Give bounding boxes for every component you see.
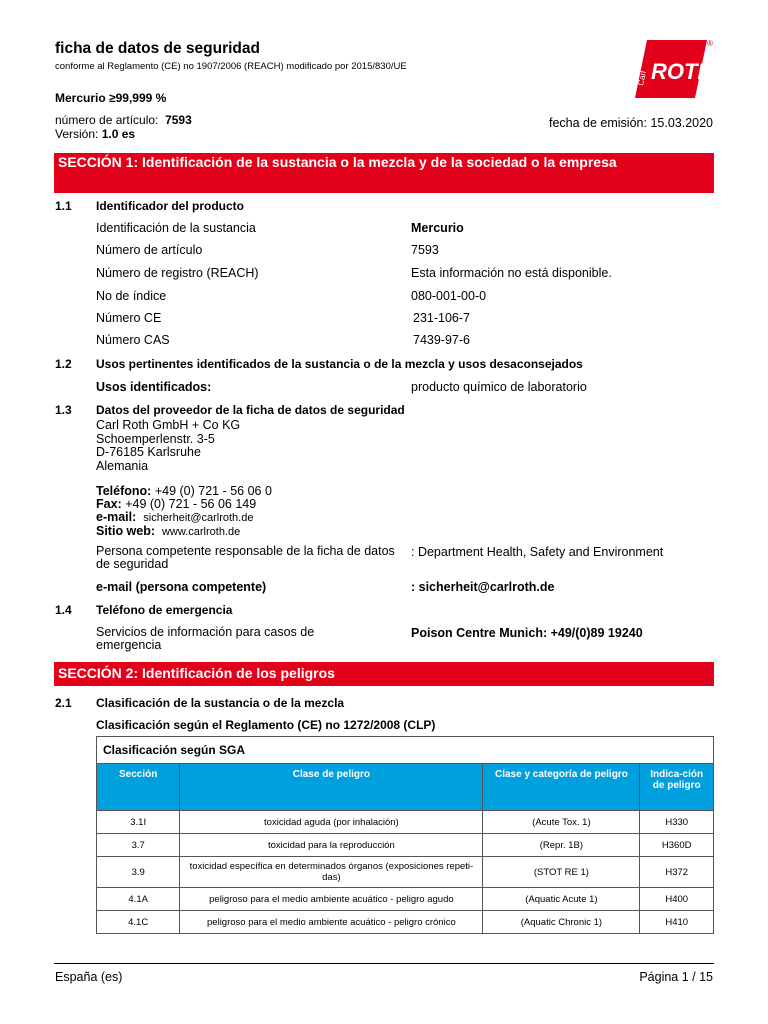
- table-cell: 3.7: [97, 834, 180, 857]
- table-cell: peligroso para el medio ambiente acuático - peligro agudo: [180, 888, 483, 911]
- row-value: 231-106-7: [413, 311, 470, 325]
- table-cell: H360D: [640, 834, 714, 857]
- logo-small-text: Carl: [636, 70, 649, 87]
- column-header: Clase de peligro: [180, 764, 483, 811]
- table-cell: H330: [640, 811, 714, 834]
- row-label: Número CAS: [96, 333, 170, 347]
- table-row: [97, 834, 714, 857]
- table-cell: (Aquatic Acute 1): [483, 888, 640, 911]
- subsection-title: Clasificación de la sustancia o de la mezcla: [96, 696, 345, 710]
- row-label: Identificación de la sustancia: [96, 221, 256, 235]
- competent-email-label: e-mail (persona competente): [96, 580, 267, 594]
- uses-value: producto químico de laboratorio: [411, 380, 587, 394]
- table-cell: toxicidad específica en determinados órganos (exposiciones repeti-das): [180, 857, 483, 888]
- section-1-header: SECCIÓN 1: Identificación de la sustancia o la mezcla y de la sociedad o la empresa: [54, 153, 714, 193]
- footer-divider: [54, 963, 714, 964]
- table-cell: H400: [640, 888, 714, 911]
- address-line: Schoemperlenstr. 3-5: [96, 431, 215, 446]
- registered-mark: ®: [707, 39, 713, 48]
- email-value[interactable]: sicherheit@carlroth.de: [143, 512, 254, 524]
- table-cell: 4.1C: [97, 911, 180, 934]
- column-header: Clase y categoría de peligro: [483, 764, 640, 811]
- row-label: No de índice: [96, 289, 167, 303]
- competent-person-value: : Department Health, Safety and Environment: [411, 545, 664, 559]
- document-title: ficha de datos de seguridad: [55, 40, 260, 57]
- web-value[interactable]: www.carlroth.de: [161, 526, 241, 538]
- table-caption: Clasificación según SGA: [97, 737, 714, 764]
- fax-label: Fax:: [96, 497, 122, 511]
- subsection-number: 1.2: [55, 357, 72, 371]
- subsection-title: Datos del proveedor de la ficha de datos de seguridad: [96, 403, 405, 417]
- table-cell: toxicidad para la reproducción: [180, 834, 483, 857]
- supplier-contact: [96, 485, 272, 539]
- column-header: Indica-ción de peligro: [640, 764, 714, 811]
- table-cell: 4.1A: [97, 888, 180, 911]
- row-value: 7439-97-6: [413, 333, 470, 347]
- subsection-number: 2.1: [55, 696, 72, 710]
- row-value: Mercurio: [411, 221, 464, 235]
- issue-date: [549, 116, 713, 130]
- table-cell: (Aquatic Chronic 1): [483, 911, 640, 934]
- table-cell: (Repr. 1B): [483, 834, 640, 857]
- table-cell: 3.9: [97, 857, 180, 888]
- column-header: Sección: [97, 764, 180, 811]
- row-label: Número CE: [96, 311, 162, 325]
- email-label: e-mail:: [96, 510, 137, 524]
- table-cell: (Acute Tox. 1): [483, 811, 640, 834]
- row-value: 080-001-00-0: [411, 289, 487, 303]
- classification-regulation: Clasificación según el Reglamento (CE) no 1272/2008 (CLP): [96, 718, 436, 732]
- table-row: [97, 811, 714, 834]
- logo-text: ROTH: [651, 59, 714, 84]
- competent-email-value: : sicherheit@carlroth.de: [411, 580, 555, 594]
- address-line: D-76185 Karlsruhe: [96, 445, 201, 459]
- phone-label: Teléfono:: [96, 484, 152, 498]
- table-cell: H410: [640, 911, 714, 934]
- supplier-address: [96, 419, 240, 473]
- emergency-value: Poison Centre Munich: +49/(0)89 19240: [411, 626, 643, 640]
- table-cell: (STOT RE 1): [483, 857, 640, 888]
- competent-person-label: Persona competente responsable de la ficha de datos de seguridad: [96, 544, 395, 571]
- table-row: [97, 911, 714, 934]
- issue-label: fecha de emisión:: [548, 116, 647, 130]
- address-line: Carl Roth GmbH + Co KG: [96, 418, 241, 432]
- table-cell: 3.1I: [97, 811, 180, 834]
- article-version-block: [55, 113, 192, 141]
- footer-page-number: Página 1 / 15: [639, 970, 713, 984]
- uses-label: Usos identificados:: [96, 380, 212, 394]
- table-cell: toxicidad aguda (por inhalación): [180, 811, 483, 834]
- footer-country: España (es): [55, 970, 123, 984]
- row-value: 7593: [411, 243, 439, 257]
- document-subtitle: conforme al Reglamento (CE) no 1907/2006 (REACH) modificado por 2015/830/UE: [55, 61, 407, 72]
- product-name: Mercurio ≥99,999 %: [55, 91, 167, 105]
- phone-value: +49 (0) 721 - 56 06 0: [154, 484, 272, 498]
- web-label: Sitio web:: [96, 524, 156, 538]
- ghs-classification-table: [96, 736, 714, 934]
- roth-logo: [635, 40, 713, 98]
- roth-logo-icon: [635, 40, 714, 98]
- version-label: Versión:: [55, 127, 99, 141]
- subsection-number: 1.3: [55, 403, 72, 417]
- row-value: Esta información no está disponible.: [411, 266, 612, 280]
- emergency-label: Servicios de información para casos de emergencia: [96, 625, 315, 652]
- row-label: Número de artículo: [96, 243, 203, 257]
- table-cell: peligroso para el medio ambiente acuático - peligro crónico: [180, 911, 483, 934]
- table-row: [97, 857, 714, 888]
- subsection-number: 1.1: [55, 199, 72, 213]
- article-label: número de artículo:: [55, 113, 159, 127]
- row-label: Número de registro (REACH): [96, 266, 259, 280]
- subsection-title: Identificador del producto: [96, 199, 245, 213]
- version-value: 1.0 es: [101, 127, 136, 141]
- table-cell: H372: [640, 857, 714, 888]
- fax-value: +49 (0) 721 - 56 06 149: [125, 497, 257, 511]
- subsection-number: 1.4: [55, 603, 72, 617]
- table-row: [97, 888, 714, 911]
- subsection-title: Usos pertinentes identificados de la sustancia o de la mezcla y usos desaconsejados: [96, 357, 583, 371]
- address-line: Alemania: [96, 458, 149, 473]
- issue-value: 15.03.2020: [650, 116, 713, 130]
- article-value: 7593: [165, 113, 192, 127]
- section-2-header: SECCIÓN 2: Identificación de los peligros: [54, 662, 714, 686]
- subsection-title: Teléfono de emergencia: [96, 603, 233, 617]
